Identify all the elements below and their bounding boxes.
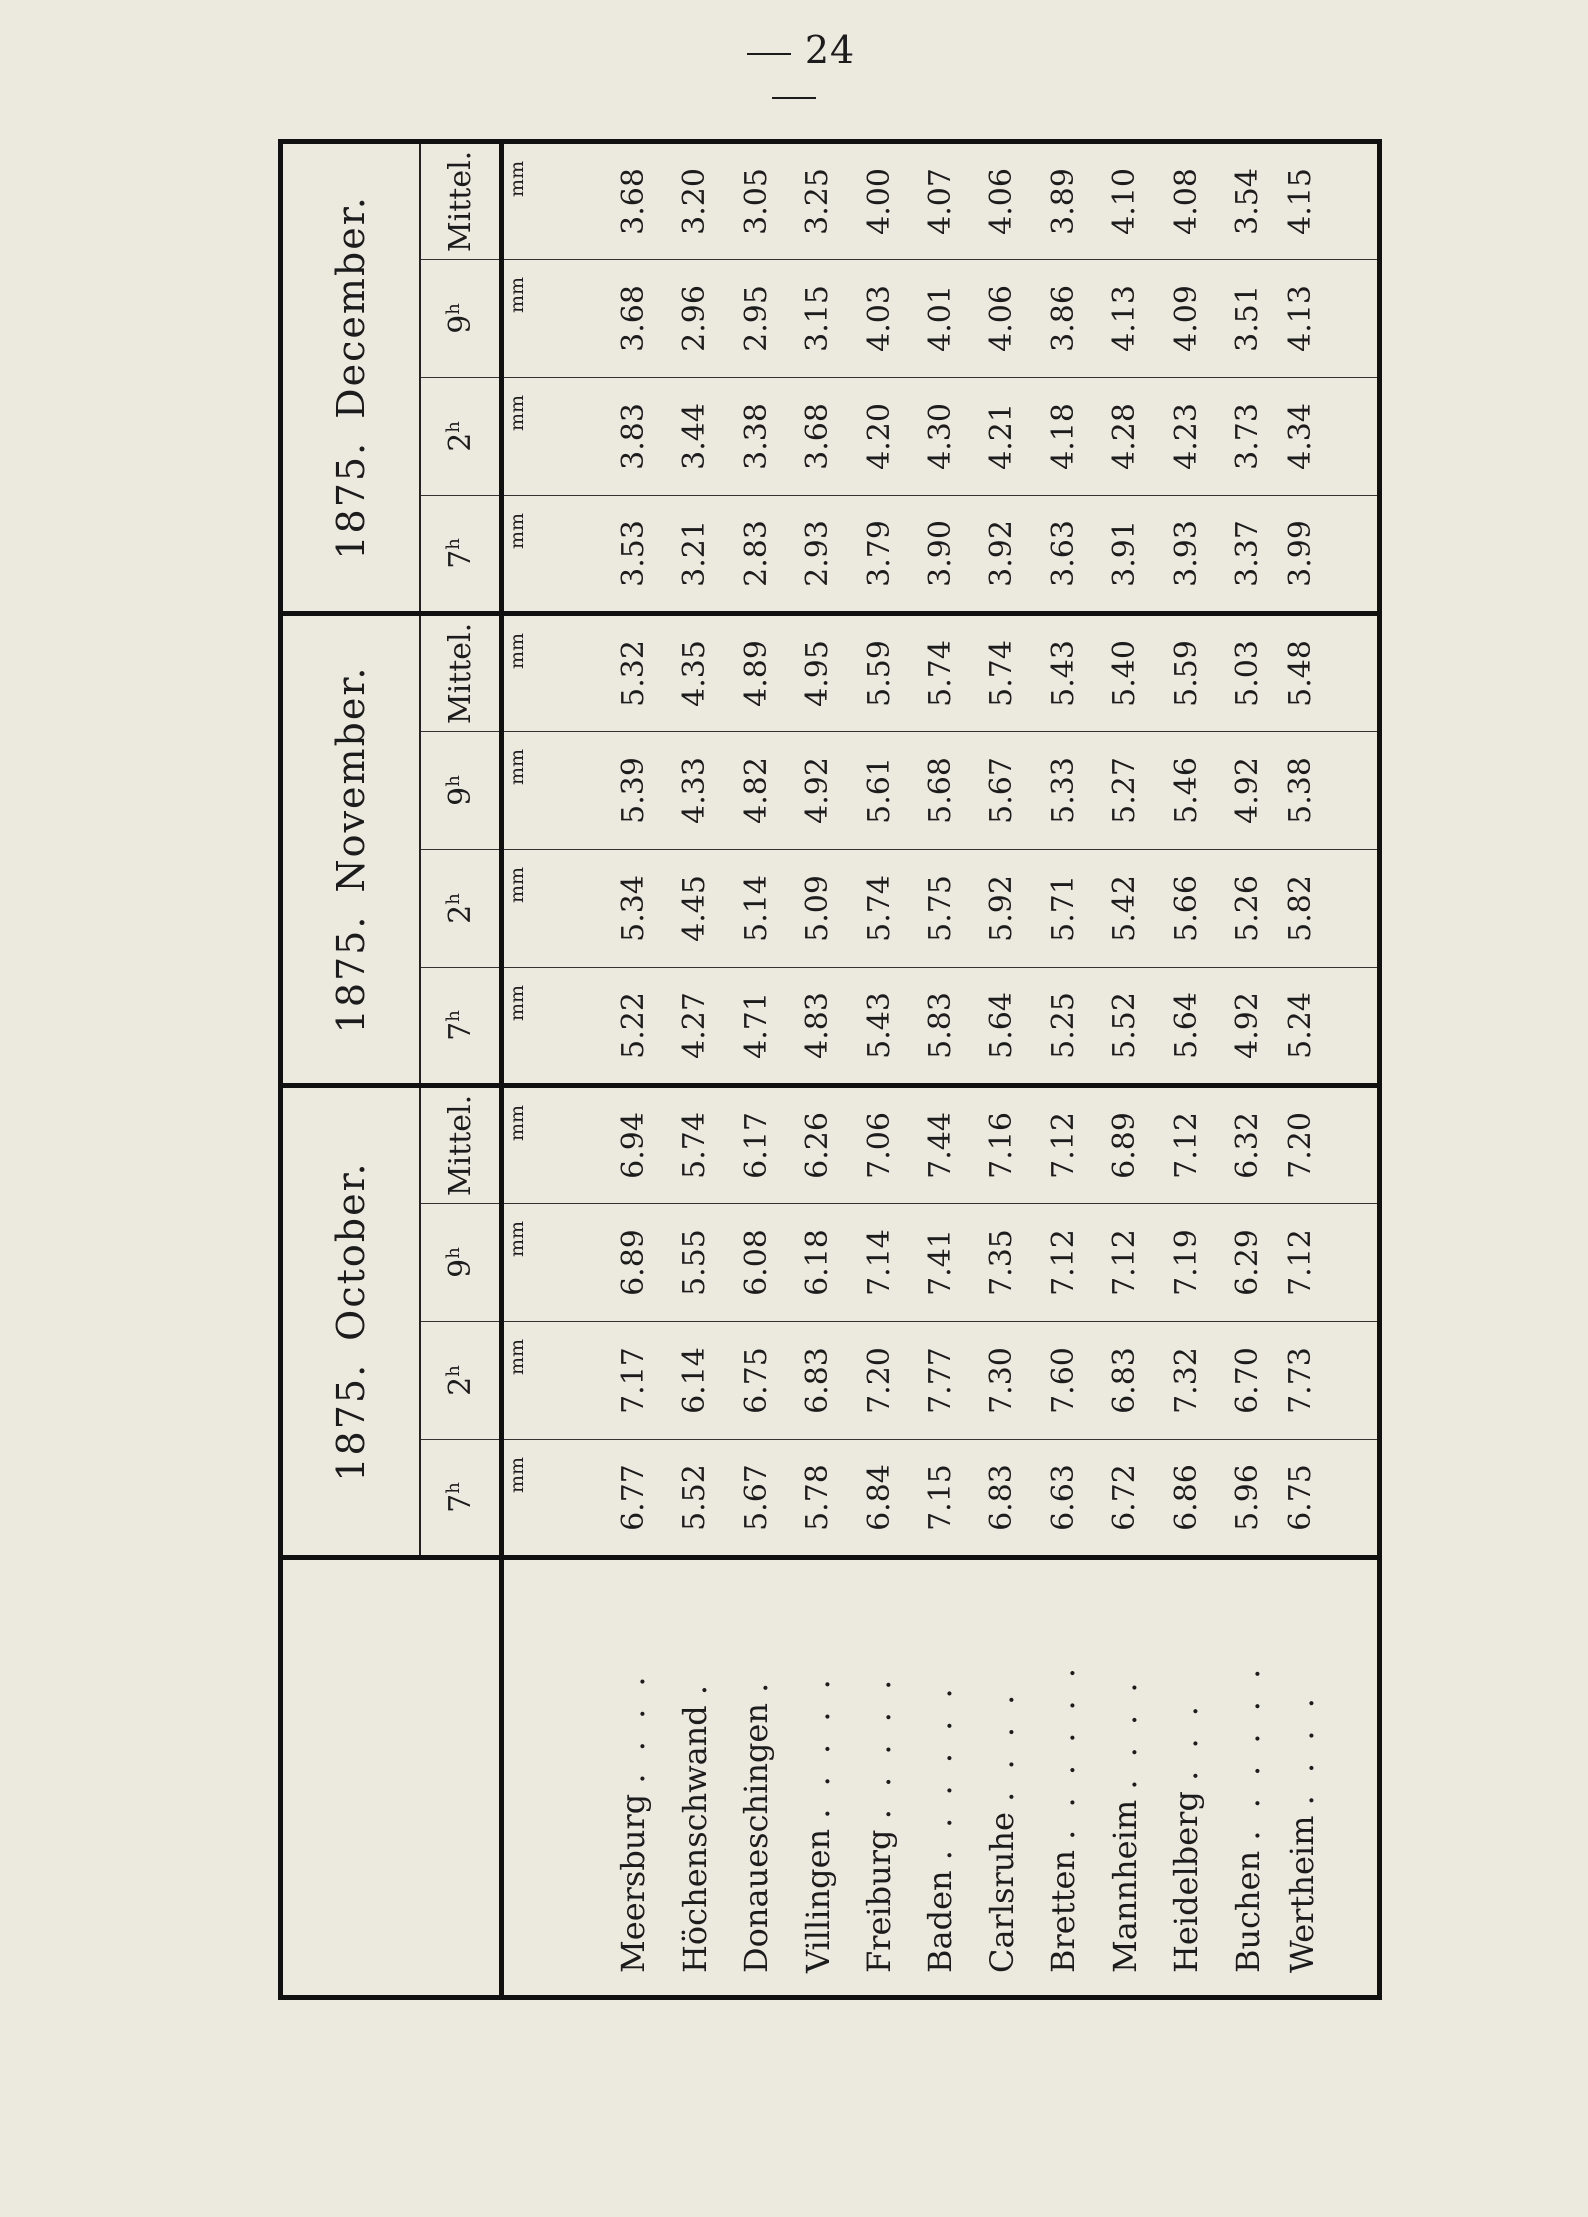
value-cell: 4.34 [1279,377,1380,495]
hour-header: 2$^h$ [420,1322,502,1440]
value-cell: 2.93 [787,495,848,613]
value-cell: 7.06 [848,1085,909,1203]
value-cell: 6.75 [1279,1440,1380,1558]
value-cell: 6.83 [971,1440,1032,1558]
unit-label: mm [502,1322,603,1440]
table-row [910,141,971,1997]
mean-header: Mittel. [442,150,478,253]
value-cell: 7.73 [1279,1322,1380,1440]
value-cell: 6.84 [848,1440,909,1558]
value-cell: 5.40 [1094,613,1155,731]
dash-right [772,97,816,99]
unit-label: mm [502,731,603,849]
value-cell: 3.68 [787,377,848,495]
value-cell: 3.68 [602,259,663,377]
table-row [664,141,725,1997]
value-cell: 6.14 [664,1322,725,1440]
value-cell: 5.52 [1094,967,1155,1085]
value-cell: 4.30 [910,377,971,495]
value-cell: 6.94 [602,1085,663,1203]
value-cell: 5.48 [1279,613,1380,731]
table-body [602,141,1379,1997]
month-year: 1875. [329,914,373,1034]
value-cell: 5.27 [1094,731,1155,849]
table-row [1156,141,1217,1997]
value-cell: 5.26 [1217,849,1278,967]
value-cell: 3.90 [910,495,971,613]
station-label: Villingen [798,1828,837,1973]
dot-leader: . . . . . [860,1673,899,1820]
station-name [1033,1558,1094,1998]
unit-station-blank [502,1558,603,1998]
table-row [971,141,1032,1997]
value-cell: 6.83 [787,1322,848,1440]
value-cell: 3.25 [800,168,836,235]
value-cell: 6.17 [725,1085,786,1203]
month-name: October. [329,1161,373,1341]
value-cell: 5.68 [910,731,971,849]
mean-header: Mittel. [420,1085,502,1203]
value-cell: 7.20 [848,1322,909,1440]
month-year: 1875. [329,1362,373,1482]
value-cell: 7.44 [910,1085,971,1203]
value-cell: 4.28 [1094,377,1155,495]
hour-header: 9$^h$ [420,731,502,849]
unit-label: mm [502,1085,603,1203]
value-cell: 3.63 [1033,495,1094,613]
table-row [1279,141,1380,1997]
month-header-december [281,141,421,613]
hour-header: 9$^h$ [420,1204,502,1322]
table-row [787,141,848,1997]
value-cell: 3.51 [1217,259,1278,377]
dot-leader: . . . . . [798,1673,837,1819]
value-cell: 4.45 [664,849,725,967]
value-cell: 3.73 [1217,377,1278,495]
station-header [281,1558,502,1998]
unit-label: mm [506,160,528,197]
station-label: Meersburg [614,1793,653,1973]
value-cell: 5.38 [1279,731,1380,849]
value-cell: 2.96 [664,259,725,377]
station-name [1279,1558,1380,1998]
station-label: Baden [921,1870,960,1973]
value-cell: 7.15 [910,1440,971,1558]
value-cell: 7.12 [1094,1204,1155,1322]
value-cell: 4.10 [1107,168,1143,235]
value-cell: 6.18 [787,1204,848,1322]
value-cell: 4.33 [664,731,725,849]
value-cell: 5.52 [664,1440,725,1558]
value-cell: 5.59 [848,613,909,731]
value-cell: 7.41 [910,1204,971,1322]
value-cell: 4.35 [664,613,725,731]
value-cell: 4.92 [1217,731,1278,849]
dot-leader: . . . . [614,1670,653,1784]
value-cell: 6.26 [787,1085,848,1203]
vapour-pressure-table [278,139,1382,2000]
unit-label: mm [502,495,603,613]
value-cell: 4.00 [861,168,897,235]
table-row [725,141,786,1997]
value-cell: 6.72 [1094,1440,1155,1558]
value-cell: 5.83 [910,967,971,1085]
value-cell: 5.59 [1156,613,1217,731]
value-cell: 3.15 [787,259,848,377]
unit-label: mm [502,1440,603,1558]
value-cell: 6.86 [1156,1440,1217,1558]
station-name [725,1558,786,1998]
value-cell: 7.20 [1279,1085,1380,1203]
value-cell: 7.16 [971,1085,1032,1203]
value-cell: 3.86 [1033,259,1094,377]
value-cell: 4.83 [787,967,848,1085]
value-cell: 5.33 [1033,731,1094,849]
table-row [848,141,909,1997]
station-label: Wertheim [1282,1815,1321,1973]
page-number [704,28,884,116]
value-cell: 7.30 [971,1322,1032,1440]
dot-leader: . . . . [1282,1692,1321,1806]
station-label: Donaueschingen [737,1703,776,1973]
station-name [787,1558,848,1998]
hour-header: 2$^h$ [420,849,502,967]
value-cell: 4.92 [787,731,848,849]
unit-row [502,141,603,1997]
value-cell: 4.18 [1033,377,1094,495]
dot-leader: . . . . . . [1228,1662,1267,1841]
value-cell: 6.08 [725,1204,786,1322]
value-cell: 4.89 [725,613,786,731]
dash-left [747,53,791,55]
station-name [910,1558,971,1998]
value-cell: 5.39 [602,731,663,849]
value-cell: 4.01 [910,259,971,377]
value-cell: 3.99 [1279,495,1380,613]
value-cell: 5.74 [971,613,1032,731]
value-cell: 3.20 [677,168,713,235]
value-cell: 5.64 [971,967,1032,1085]
month-header-october [281,1085,421,1557]
value-cell: 5.92 [971,849,1032,967]
value-cell: 4.06 [971,259,1032,377]
value-cell: 5.25 [1033,967,1094,1085]
value-cell: 5.43 [1033,613,1094,731]
station-label: Bretten [1044,1849,1083,1973]
value-cell: 6.89 [602,1204,663,1322]
station-name [848,1558,909,1998]
value-cell: 5.82 [1279,849,1380,967]
month-name: December. [329,195,373,419]
value-cell: 7.60 [1033,1322,1094,1440]
table-row [1033,141,1094,1997]
value-cell: 3.93 [1156,495,1217,613]
station-label: Heidelberg [1167,1791,1206,1973]
value-cell: 3.91 [1094,495,1155,613]
value-cell: 6.89 [1094,1085,1155,1203]
value-cell: 5.74 [910,613,971,731]
hour-header: 7$^h$ [420,967,502,1085]
table-row [1094,141,1155,1997]
value-cell: 3.05 [738,168,774,235]
dot-leader: . . . . . . [1044,1661,1083,1840]
month-header-november [281,613,421,1085]
station-label: Buchen [1228,1850,1267,1973]
value-cell: 4.03 [848,259,909,377]
station-name [1094,1558,1155,1998]
dot-leader: . . . . . . [921,1682,960,1861]
hour-header: 7$^h$ [420,1440,502,1558]
station-name [971,1558,1032,1998]
value-cell: 4.21 [971,377,1032,495]
value-cell: 5.67 [971,731,1032,849]
value-cell: 7.12 [1033,1204,1094,1322]
value-cell: 6.83 [1094,1322,1155,1440]
station-label: Höchenschwand [675,1705,714,1973]
value-cell: 7.14 [848,1204,909,1322]
value-cell: 6.77 [602,1440,663,1558]
value-cell: 4.13 [1279,259,1380,377]
value-cell: 5.14 [725,849,786,967]
hour-header: 9$^h$ [420,259,502,377]
station-name [1156,1558,1217,1998]
value-cell: 6.63 [1033,1440,1094,1558]
value-cell: 5.55 [664,1204,725,1322]
value-cell: 3.44 [664,377,725,495]
unit-label: mm [502,1204,603,1322]
unit-label: mm [502,259,603,377]
value-cell: 4.23 [1156,377,1217,495]
value-cell: 7.12 [1156,1085,1217,1203]
value-cell: 4.92 [1217,967,1278,1085]
value-cell: 5.75 [910,849,971,967]
unit-label: mm [502,377,603,495]
value-cell: 4.07 [922,168,958,235]
value-cell: 5.61 [848,731,909,849]
station-label: Mannheim [1105,1799,1144,1973]
value-cell: 7.12 [1033,1085,1094,1203]
dot-leader: . [737,1676,776,1693]
value-cell: 5.46 [1156,731,1217,849]
unit-label: mm [502,967,603,1085]
station-label: Freiburg [860,1829,899,1973]
station-name [1217,1558,1278,1998]
value-cell: 3.92 [971,495,1032,613]
value-cell: 6.29 [1217,1204,1278,1322]
value-cell: 5.32 [602,613,663,731]
dot-leader: . . . . [982,1688,1021,1802]
value-cell: 7.32 [1156,1322,1217,1440]
value-cell: 4.20 [848,377,909,495]
value-cell: 3.89 [1045,168,1081,235]
value-cell: 5.22 [602,967,663,1085]
value-cell: 5.64 [1156,967,1217,1085]
month-year: 1875. [329,440,373,560]
station-label: Carlsruhe [982,1812,1021,1973]
value-cell: 4.82 [725,731,786,849]
value-cell: 4.71 [725,967,786,1085]
value-cell: 5.74 [664,1085,725,1203]
unit-label: mm [502,849,603,967]
mean-header: Mittel. [420,613,502,731]
value-cell: 4.27 [664,967,725,1085]
value-cell: 5.66 [1156,849,1217,967]
value-cell: 4.08 [1168,168,1204,235]
value-cell: 5.74 [848,849,909,967]
value-cell: 4.95 [787,613,848,731]
value-cell: 5.43 [848,967,909,1085]
value-cell: 5.96 [1217,1440,1278,1558]
value-cell: 5.34 [602,849,663,967]
value-cell: 4.13 [1094,259,1155,377]
value-cell: 5.78 [787,1440,848,1558]
value-cell: 4.15 [1282,168,1318,235]
table-row [1217,141,1278,1997]
hour-header: 7$^h$ [420,495,502,613]
rotated-table-wrapper [278,140,1382,2000]
table-row [602,141,663,1997]
month-header-row [281,141,421,1997]
value-cell: 7.19 [1156,1204,1217,1322]
value-cell: 3.54 [1230,168,1266,235]
dot-leader: . . . . [1105,1676,1144,1790]
value-cell: 2.95 [725,259,786,377]
value-cell: 7.17 [602,1322,663,1440]
value-cell: 7.12 [1279,1204,1380,1322]
value-cell: 3.53 [602,495,663,613]
value-cell: 5.24 [1279,967,1380,1085]
dot-leader: . [675,1678,714,1696]
value-cell: 3.79 [848,495,909,613]
page-number-value: 24 [804,28,856,72]
dot-leader: . . . [1167,1700,1206,1781]
value-cell: 3.68 [615,168,651,235]
value-cell: 4.09 [1156,259,1217,377]
station-name [602,1558,663,1998]
value-cell: 5.09 [787,849,848,967]
value-cell: 4.06 [984,168,1020,235]
value-cell: 5.42 [1094,849,1155,967]
value-cell: 6.32 [1217,1085,1278,1203]
value-cell: 3.37 [1217,495,1278,613]
value-cell: 3.38 [725,377,786,495]
station-name [664,1558,725,1998]
value-cell: 6.75 [725,1322,786,1440]
value-cell: 5.03 [1217,613,1278,731]
hour-header: 2$^h$ [420,377,502,495]
value-cell: 2.83 [725,495,786,613]
value-cell: 5.67 [725,1440,786,1558]
value-cell: 5.71 [1033,849,1094,967]
value-cell: 6.70 [1217,1322,1278,1440]
month-name: November. [329,665,373,893]
value-cell: 7.35 [971,1204,1032,1322]
value-cell: 3.83 [602,377,663,495]
value-cell: 3.21 [664,495,725,613]
unit-label: mm [502,613,603,731]
value-cell: 7.77 [910,1322,971,1440]
